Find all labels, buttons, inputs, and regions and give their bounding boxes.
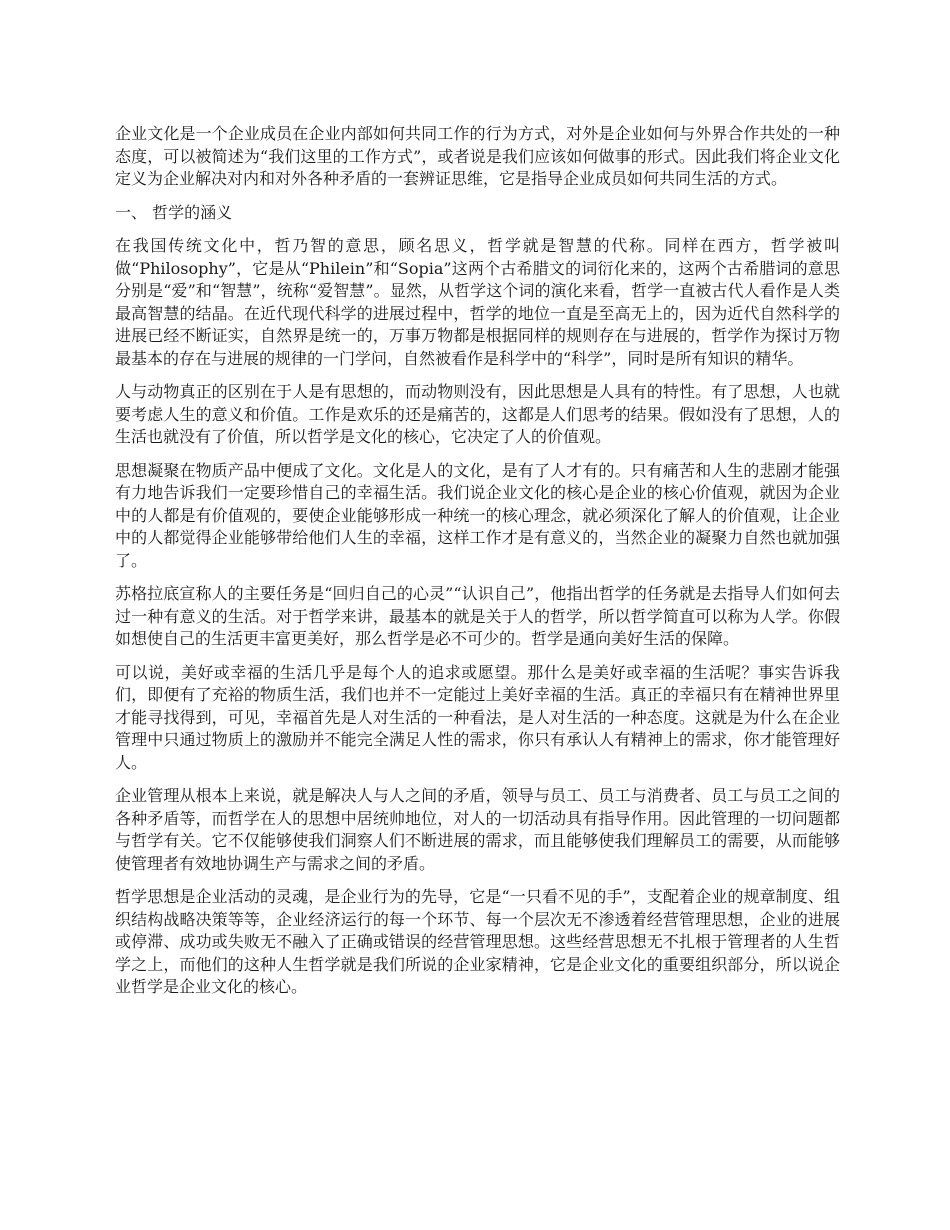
body-paragraph: 苏格拉底宣称人的主要任务是“回归自己的心灵”“认识自己”，他指出哲学的任务就是去指导人们如何去过一种有意义的生活。对于哲学来讲，最基本的就是关于人的哲学，所以哲学简直可以称为人学。你假如想使自己的生活更丰富更美好，那么哲学是必不可少的。哲学是通向美好生活的保障。 bbox=[115, 584, 840, 648]
section-heading: 一、 哲学的涵义 bbox=[115, 202, 233, 222]
body-paragraph: 在我国传统文化中，哲乃智的意思，顾名思义，哲学就是智慧的代称。同样在西方，哲学被叫做“Philosophy”，它是从“Philein”和“Sopia”这两个古希腊文的词衍化来的，这两个古希腊词的意思分别是“爱”和“智慧”，统称“爱智慧”。显然，从哲学这个词的演化来看，哲学一直被古代人看作是人类最高智慧的结晶。在近代现代科学的进展过程中，哲学的地位一直是至高无上的，因为近代自然科学的进展已经不断证实，自然界是统一的，万事万物都是根据同样的规则存在与进展的，哲学作为探讨万物最基本的存在与进展的规律的一门学问，自然被看作是科学中的“科学”，同时是所有知识的精华。 bbox=[115, 236, 840, 368]
document-body bbox=[115, 123, 840, 1010]
body-paragraph: 哲学思想是企业活动的灵魂，是企业行为的先导，它是“一只看不见的手”，支配着企业的规章制度、组织结构战略决策等等，企业经济运行的每一个环节、每一个层次无不渗透着经营管理思想，企业的进展或停滞、成功或失败无不融入了正确或错误的经营管理思想。这些经营思想无不扎根于管理者的人生哲学之上，而他们的这种人生哲学就是我们所说的企业家精神，它是企业文化的重要组织部分，所以说企业哲学是企业文化的核心。 bbox=[115, 887, 840, 996]
intro-paragraph: 企业文化是一个企业成员在企业内部如何共同工作的行为方式，对外是企业如何与外界合作共处的一种态度，可以被简述为“我们这里的工作方式”，或者说是我们应该如何做事的形式。因此我们将企业文化定义为企业解决对内和对外各种矛盾的一套辨证思维，它是指导企业成员如何共同生活的方式。 bbox=[115, 124, 840, 188]
body-paragraph: 思想凝聚在物质产品中便成了文化。文化是人的文化，是有了人才有的。只有痛苦和人生的悲剧才能强有力地告诉我们一定要珍惜自己的幸福生活。我们说企业文化的核心是企业的核心价值观，就因为企业中的人都是有价值观的，要使企业能够形成一种统一的核心理念，就必须深化了解人的价值观，让企业中的人都觉得企业能够带给他们人生的幸福，这样工作才是有意义的，当然企业的凝聚力自然也就加强了。 bbox=[115, 460, 840, 570]
body-paragraph: 可以说，美好或幸福的生活几乎是每个人的追求或愿望。那什么是美好或幸福的生活呢？事实告诉我们，即便有了充裕的物质生活，我们也并不一定能过上美好幸福的生活。真正的幸福只有在精神世界里才能寻找得到，可见，幸福首先是人对生活的一种看法，是人对生活的一种态度。这就是为什么在企业管理中只通过物质上的激励并不能完全满足人性的需求，你只有承认人有精神上的需求，你才能管理好人。 bbox=[115, 662, 840, 772]
body-paragraph: 企业管理从根本上来说，就是解决人与人之间的矛盾，领导与员工、员工与消费者、员工与员工之间的各种矛盾等，而哲学在人的思想中居统帅地位，对人的一切活动具有指导作用。因此管理的一切问题都与哲学有关。它不仅能够使我们洞察人们不断进展的需求，而且能够使我们理解员工的需要，从而能够使管理者有效地协调生产与需求之间的矛盾。 bbox=[115, 786, 840, 873]
body-paragraph: 人与动物真正的区别在于人是有思想的，而动物则没有，因此思想是人具有的特性。有了思想，人也就要考虑人生的意义和价值。工作是欢乐的还是痛苦的，这都是人们思考的结果。假如没有了思想，人的生活也就没有了价值，所以哲学是文化的核心，它决定了人的价值观。 bbox=[115, 382, 840, 446]
